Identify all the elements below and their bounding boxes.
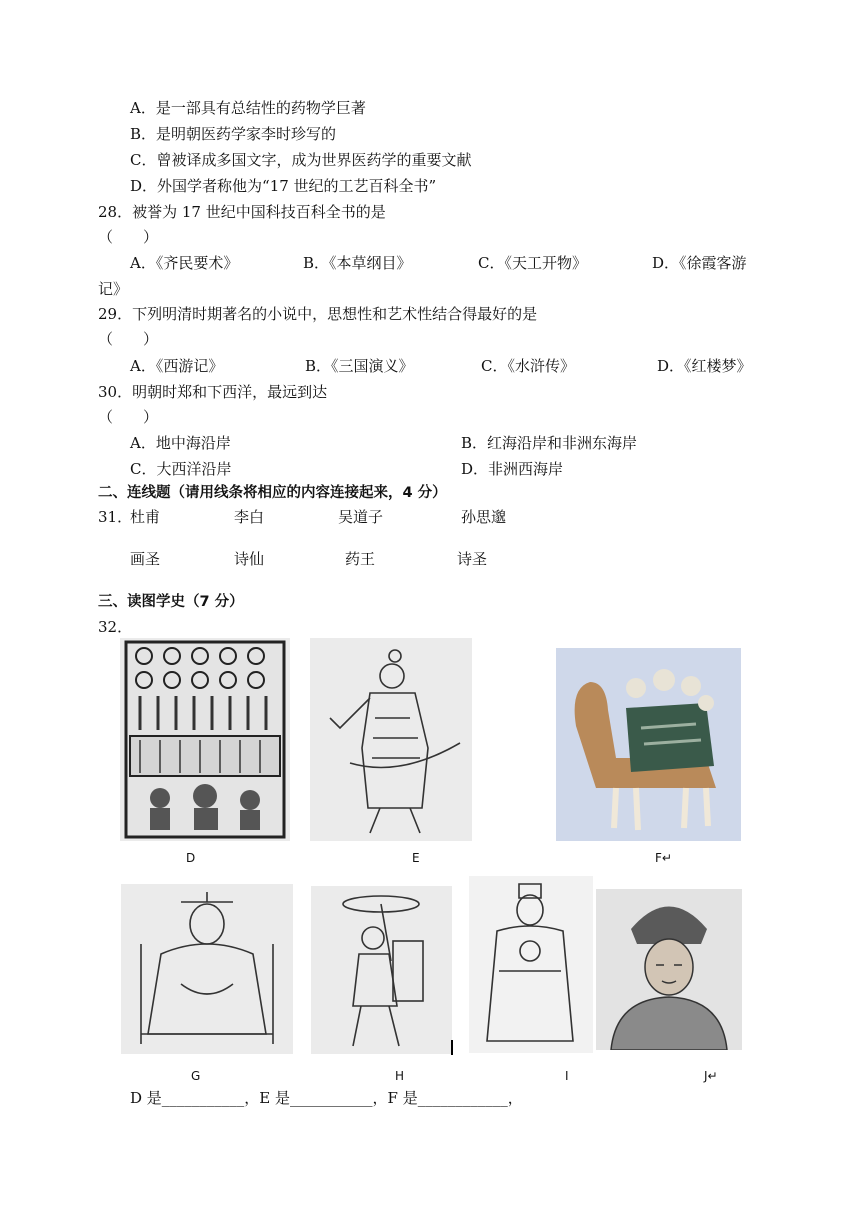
q32-fill-in-line[interactable]: D 是___________，E 是___________，F 是____________， [130, 1089, 523, 1107]
section3-heading: 三、读图学史（7 分） [98, 594, 244, 610]
caption-d: D [186, 851, 196, 865]
person-li-bai: 李白 [234, 508, 265, 526]
q30-option-d: D．非洲西海岸 [461, 460, 564, 478]
q29-answer-paren: （ ） [98, 330, 159, 348]
q28-answer-paren: （ ） [98, 228, 159, 246]
armored-general-image [310, 638, 472, 841]
q30-option-c: C．大西洋沿岸 [130, 460, 232, 478]
tang-emperor-image [469, 876, 593, 1053]
q29-option-a: A．《西游记》 [130, 357, 224, 375]
caption-g: G [191, 1069, 201, 1083]
caption-i: I [565, 1069, 569, 1083]
title-huasheng: 画圣 [130, 550, 161, 568]
q29-option-d: D．《红楼梦》 [657, 357, 752, 375]
title-shisheng: 诗圣 [457, 550, 488, 568]
q27-option-a: A．是一部具有总结性的药物学巨著 [130, 99, 366, 117]
paper-money-image [120, 638, 290, 841]
q28-option-a: A．《齐民要术》 [130, 254, 239, 272]
caption-f: F↵ [655, 851, 672, 865]
q30-option-a: A．地中海沿岸 [130, 434, 231, 452]
caption-e: E [412, 851, 420, 865]
caption-h: H [395, 1069, 405, 1083]
q27-option-c: C．曾被译成多国文字，成为世界医药学的重要文献 [130, 151, 472, 169]
title-yaowang: 药王 [345, 550, 376, 568]
section2-heading: 二、连线题（请用线条将相应的内容连接起来，4 分） [98, 485, 447, 501]
q29-option-c: C．《水浒传》 [481, 357, 575, 375]
q28-stem: 28．被誉为 17 世纪中国科技百科全书的是 [98, 203, 386, 221]
q28-option-c: C．《天工开物》 [478, 254, 587, 272]
q32-number: 32． [98, 618, 133, 636]
person-du-fu: 杜甫 [130, 508, 161, 526]
q28-option-d-wrap: 记》 [98, 280, 129, 298]
q30-option-b: B．红海沿岸和非洲东海岸 [461, 434, 638, 452]
q28-option-d: D．《徐霞客游 [652, 254, 747, 272]
q27-option-d: D．外国学者称他为“17 世纪的工艺百科全书” [130, 177, 437, 195]
person-sun-simiao: 孙思邈 [461, 508, 507, 526]
q29-option-b: B．《三国演义》 [305, 357, 414, 375]
title-shixian: 诗仙 [234, 550, 265, 568]
person-wu-daozi: 吴道子 [338, 508, 384, 526]
q31-number: 31． [98, 508, 133, 526]
q30-answer-paren: （ ） [98, 408, 159, 426]
q27-option-b: B．是明朝医药学家李时珍写的 [130, 125, 337, 143]
q28-option-b: B．《本草纲目》 [303, 254, 412, 272]
empress-portrait-image [596, 889, 742, 1050]
q29-stem: 29．下列明清时期著名的小说中，思想性和艺术性结合得最好的是 [98, 305, 538, 323]
caption-j: J↵ [704, 1069, 718, 1083]
seated-emperor-image [121, 884, 293, 1054]
traveler-image [311, 886, 452, 1054]
text-cursor [451, 1040, 453, 1055]
sancai-camel-image [556, 648, 741, 841]
q30-stem: 30．明朝时郑和下西洋，最远到达 [98, 383, 328, 401]
